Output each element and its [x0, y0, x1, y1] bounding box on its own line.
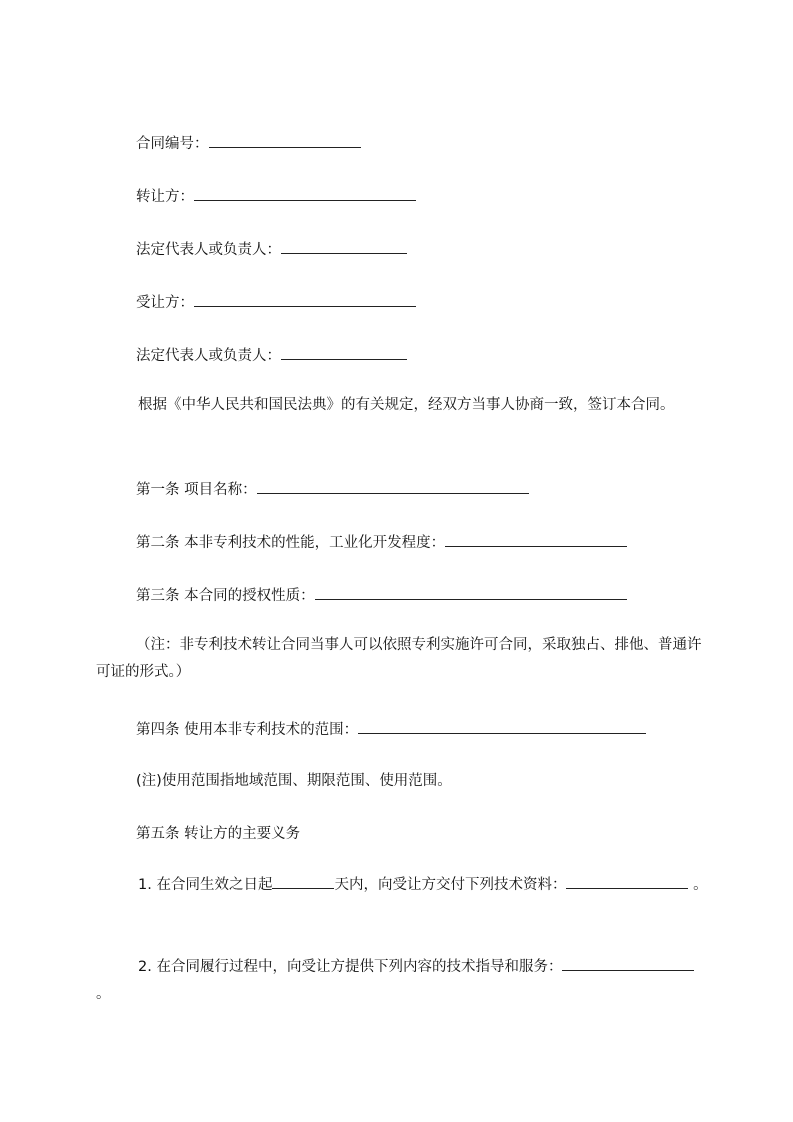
item-1-text-b: 天内，向受让方交付下列技术资料：: [334, 877, 567, 893]
article-4: [136, 719, 646, 739]
item-2-end: 。: [96, 986, 111, 1002]
transferee-rep-line: [136, 345, 407, 365]
authorization-blank[interactable]: [315, 585, 627, 600]
usage-scope-blank[interactable]: [358, 719, 646, 734]
transferor-rep-blank[interactable]: [281, 239, 407, 254]
item-1-end: 。: [693, 877, 708, 893]
transferee-rep-label: 法定代表人或负责人：: [136, 348, 281, 364]
note-usage-scope: (注)使用范围指地域范围、期限范围、使用范围。: [136, 773, 452, 789]
performance-blank[interactable]: [445, 532, 627, 547]
transferee-rep-blank[interactable]: [281, 345, 407, 360]
intro-paragraph: 根据《中华人民共和国民法典》的有关规定，经双方当事人协商一致，签订本合同。: [138, 397, 675, 413]
transferee-blank[interactable]: [194, 292, 416, 307]
article-2: [136, 532, 627, 552]
tech-guidance-blank-cont[interactable]: [660, 956, 694, 971]
tech-guidance-blank[interactable]: [562, 956, 660, 971]
tech-materials-blank-cont[interactable]: [668, 874, 688, 889]
tech-materials-blank[interactable]: [566, 874, 668, 889]
article-3: [136, 585, 627, 605]
article-5-item-2: [96, 954, 712, 1008]
transferor-line: [136, 186, 416, 206]
transferor-blank[interactable]: [194, 186, 416, 201]
item-1-text-a: 1. 在合同生效之日起: [138, 877, 273, 893]
contract-number-line: [136, 133, 361, 153]
article-5: 第五条 转让方的主要义务: [136, 826, 301, 842]
article-1: [136, 479, 529, 499]
note-license-form: （注：非专利技术转让合同当事人可以依照专利实施许可合同，采取独占、排他、普通许可证的形式。）: [96, 637, 702, 680]
contract-number-label: 合同编号：: [136, 136, 209, 152]
contract-number-blank[interactable]: [209, 133, 361, 148]
item-2-text-a: 2. 在合同履行过程中，向受让方提供下列内容的技术指导和服务：: [138, 959, 563, 975]
article-2-label: 第二条 本非专利技术的性能，工业化开发程度：: [136, 535, 446, 551]
article-5-item-1: [96, 872, 712, 899]
days-blank[interactable]: [272, 874, 334, 889]
article-4-label: 第四条 使用本非专利技术的范围：: [136, 722, 359, 738]
transferee-label: 受让方：: [136, 295, 194, 311]
article-1-label: 第一条 项目名称：: [136, 482, 257, 498]
project-name-blank[interactable]: [257, 479, 529, 494]
transferor-rep-line: [136, 239, 407, 259]
transferee-line: [136, 292, 416, 312]
transferor-label: 转让方：: [136, 189, 194, 205]
article-3-label: 第三条 本合同的授权性质：: [136, 588, 315, 604]
transferor-rep-label: 法定代表人或负责人：: [136, 242, 281, 258]
